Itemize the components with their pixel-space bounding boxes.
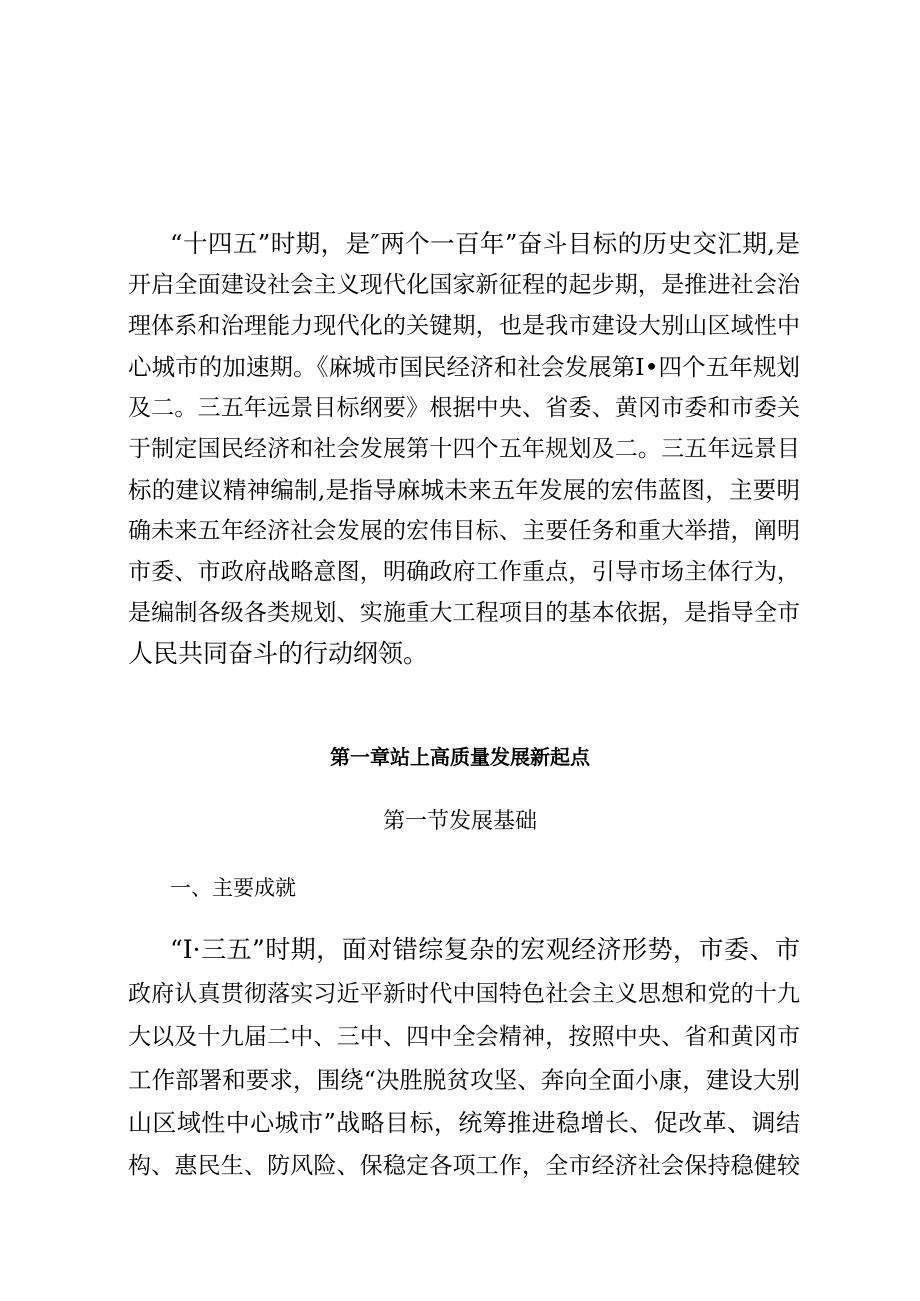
paragraph-line: 是编制各级各类规划、实施重大工程项目的基本依据，是指导全市 (128, 600, 800, 626)
paragraph-line: “I·三五”时期，面对错综复杂的宏观经济形势，市委、市 (170, 935, 800, 964)
chapter-title: 第一章站上高质量发展新起点 (330, 745, 590, 769)
paragraph-line: 心城市的加速期。《麻城市国民经济和社会发展第I•四个五年规划 (128, 353, 800, 381)
paragraph-line: 于制定国民经济和社会发展第十四个五年规划及二。三五年远景目 (128, 436, 800, 462)
paragraph-line: 大以及十九届二中、三中、四中全会精神，按照中央、省和黄冈市 (128, 1024, 800, 1050)
paragraph-line: 及二。三五年远景目标纲要》根据中央、省委、黄冈市委和市委关 (128, 395, 800, 421)
paragraph-line: 市委、市政府战略意图，明确政府工作重点，引导市场主体行为， (128, 559, 800, 585)
paragraph-line: 开启全面建设社会主义现代化国家新征程的起步期，是推进社会治 (128, 272, 800, 298)
paragraph-line: 工作部署和要求，围绕“决胜脱贫攻坚、奔向全面小康，建设大别 (128, 1066, 800, 1094)
paragraph-line: 山区域性中心城市”战略目标，统筹推进稳增长、促改革、调结 (128, 1109, 800, 1137)
section-title: 第一节发展基础 (382, 809, 537, 834)
paragraph-line: 人民共同奋斗的行动纲领。 (128, 639, 429, 668)
paragraph-line: 理体系和治理能力现代化的关键期，也是我市建设大别山区域性中 (128, 313, 800, 339)
paragraph-line: 构、惠民生、防风险、保稳定各项工作，全市经济社会保持稳健较 (128, 1153, 800, 1179)
paragraph-line: 政府认真贯彻落实习近平新时代中国特色社会主义思想和党的十九 (128, 981, 800, 1007)
paragraph-line: “十四五”时期，是″两个一百年”奋斗目标的历史交汇期,是 (170, 229, 800, 258)
subheading: 一、主要成就 (170, 876, 296, 900)
paragraph-line: 确未来五年经济社会发展的宏伟目标、主要任务和重大举措，阐明 (128, 518, 800, 544)
paragraph-line: 标的建议精神编制,是指导麻城未来五年发展的宏伟蓝图，主要明 (128, 476, 800, 504)
